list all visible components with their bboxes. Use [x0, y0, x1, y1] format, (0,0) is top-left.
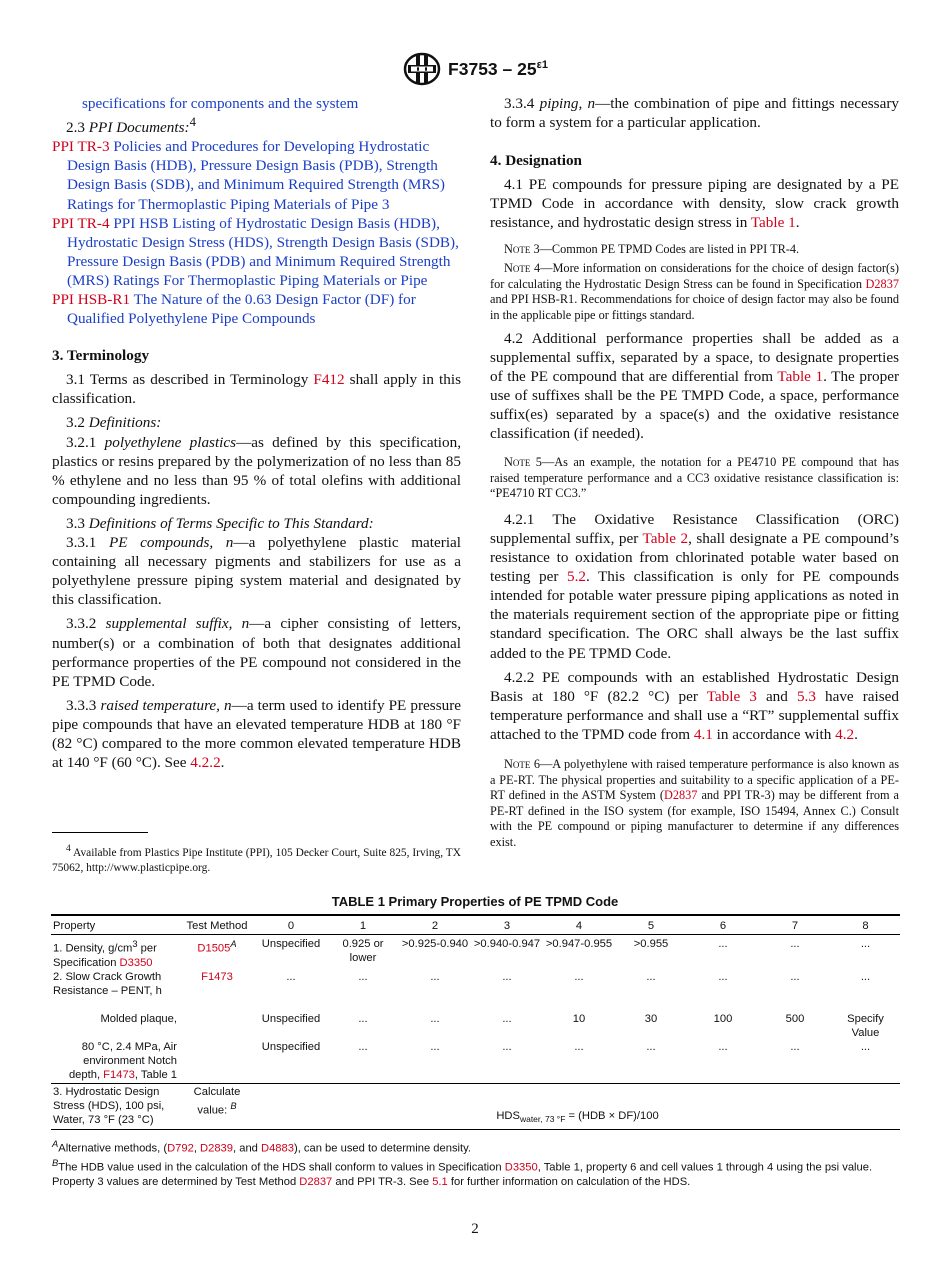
header-cell: 5	[615, 915, 687, 935]
table-cell: ...	[790, 970, 800, 983]
note-6	[490, 757, 899, 851]
table-cell: ...	[790, 938, 800, 950]
standard-designation	[448, 59, 548, 80]
text: .	[854, 725, 858, 743]
link-5-1[interactable]: 5.1	[432, 1176, 448, 1189]
note-4	[490, 261, 899, 323]
table-cell: ...	[358, 1012, 368, 1025]
section-4-2-2	[490, 668, 899, 744]
section-number: 3.3	[66, 514, 85, 532]
footnote-4	[52, 842, 461, 877]
header-cell: 6	[687, 915, 759, 935]
property-cell	[51, 935, 179, 970]
header-cell: Test Method	[179, 915, 255, 935]
method-cell	[179, 935, 255, 970]
note-5	[490, 455, 899, 502]
section-number: 3.3.1	[66, 534, 97, 552]
table-cell: ...	[430, 1040, 440, 1053]
link-4-2[interactable]: 4.2	[835, 725, 855, 743]
note-label: Note 3	[504, 241, 540, 256]
table-row-test-conditions	[51, 1040, 900, 1084]
section-number: 3.2	[66, 414, 85, 432]
footnote-ref: 4	[189, 115, 196, 130]
link-d792[interactable]: D792	[167, 1142, 194, 1155]
section-3-2	[52, 413, 461, 432]
property-subcell: Molded plaque,	[100, 1012, 177, 1025]
link-4-1[interactable]: 4.1	[693, 725, 713, 743]
text: , shall designate a PE compound’s resistance to oxidation from chlorinated potable water based on testing per	[490, 529, 900, 586]
table-1	[51, 914, 900, 1130]
astm-logo-icon	[402, 52, 442, 86]
ref-title-link[interactable]: Policies and Procedures for Developing Hydrostatic Design Basis (HDB), Pressure Design Basis (PDB), Strength Design Basis (SDB), and Minimum Required Strength (MRS) Ratings for Thermoplastic Piping Materials of Pipe 3	[67, 138, 445, 213]
property-cell: 2. Slow Crack Growth Resistance – PENT, h	[53, 970, 162, 997]
section-3-2-1	[52, 433, 461, 509]
link-table-3[interactable]: Table 3	[706, 687, 757, 705]
section-4-1	[490, 175, 899, 232]
section-number: 3.2.1	[66, 433, 97, 451]
table-cell: ...	[718, 1040, 728, 1053]
table-cell: 100	[713, 1012, 733, 1025]
section-3-3-3	[52, 696, 461, 772]
table-cell: 10	[572, 1012, 586, 1025]
header-cell: 8	[831, 915, 900, 935]
method-cell	[179, 998, 255, 1040]
section-number: 3.3.3	[66, 696, 97, 714]
table-cell: Specify Value	[847, 1012, 884, 1039]
section-number: 3.3.2	[66, 615, 97, 633]
link-d3350[interactable]: D3350	[119, 956, 153, 969]
table-cell: >0.940-0.947	[473, 938, 541, 950]
footnote-rule	[52, 832, 148, 833]
link-table-1[interactable]: Table 1	[777, 367, 824, 385]
table-row-scg	[51, 970, 900, 998]
link-f1473[interactable]: F1473	[103, 1068, 135, 1081]
note-text: —A polyethylene with raised temperature performance is also known as a PE-RT. The physical properties and suitability to a specific application of a PE-RT defined in the ASTM System (	[490, 757, 899, 803]
section-3-heading: 3. Terminology	[52, 347, 150, 365]
text: The HDB value used in the calculation of the HDS shall conform to values in Specification	[58, 1161, 505, 1174]
term: PE compounds, n	[109, 534, 234, 552]
header-cell: 0	[255, 915, 327, 935]
text: 4.2 Additional performance properties shall be added as a supplemental suffix, separated by a space, to designate properties of the PE compound that are differential from	[490, 329, 899, 385]
table-cell: 30	[644, 1012, 658, 1025]
text: ,	[193, 1142, 201, 1155]
table-cell: ...	[502, 1012, 512, 1025]
table-cell: Unspecified	[261, 1012, 321, 1025]
link-5-3[interactable]: 5.3	[796, 687, 816, 705]
table-cell: ...	[860, 938, 871, 950]
footnote-mark: 4	[66, 844, 71, 854]
term: supplemental suffix, n	[105, 615, 250, 633]
text: .	[220, 754, 225, 772]
link-f412[interactable]: F412	[313, 371, 345, 389]
note-label: Note 6	[504, 757, 540, 771]
link-d3350[interactable]: D3350	[504, 1161, 538, 1174]
method-cell	[179, 970, 255, 998]
text: , Table 1, property 6 and cell values 1 through 4 using the psi value. Property 3 values are determined by Test Method	[52, 1161, 873, 1189]
table-cell: >0.955	[633, 938, 669, 950]
link-d2837[interactable]: D2837	[663, 788, 698, 803]
term: polyethylene plastics	[104, 433, 237, 451]
table-cell: ...	[860, 970, 871, 983]
note-text: —As an example, the notation for a PE4710 PE compound that has raised temperature performance and a CC3 oxidative resistance classification is: “PE4710 RT CC3.”	[490, 455, 899, 501]
table-cell: ...	[430, 1012, 440, 1025]
link-5-2[interactable]: 5.2	[566, 568, 586, 586]
link-d2839[interactable]: D2839	[200, 1142, 233, 1155]
section-3-3-2	[52, 614, 461, 690]
method-cell	[179, 1040, 255, 1084]
designation-text: F3753 – 25	[448, 58, 537, 79]
text: . The proper use of suffixes shall be the PE TMPD Code, a space, performance suffix(es) separated by a space(s) and the oxidative resistance classification (if needed).	[490, 367, 899, 442]
header-cell: 3	[471, 915, 543, 935]
text: in accordance with	[712, 725, 836, 743]
text: shall apply in this classification.	[52, 371, 461, 408]
text: , Table 1	[134, 1068, 177, 1081]
note-text: and PPI TR-3) may be different from a PE-RT defined in the ISO system (for example, ISO 15494, Annex C.) Consult with the PE compound or piping manufacturer to determine if any differences exist.	[490, 788, 899, 849]
link-table-1[interactable]: Table 1	[750, 214, 796, 232]
table-cell: ...	[358, 1040, 368, 1053]
property-cell: 3. Hydrostatic Design Stress (HDS), 100 psi, Water, 73 °F (23 °C)	[51, 1083, 179, 1129]
table-cell: ...	[430, 970, 440, 983]
table-cell: Unspecified	[261, 1040, 321, 1053]
section-4-2	[490, 329, 899, 444]
text: ), can be used to determine density.	[293, 1142, 471, 1155]
designation-superscript: ε1	[536, 58, 548, 71]
definition: —a polyethylene plastic material containing all necessary pigments and stabilizers for use as a polyethylene pressure piping system material and designated by this classification.	[52, 534, 461, 609]
table-footnote-a	[52, 1137, 900, 1156]
link-d2837[interactable]: D2837	[299, 1176, 333, 1189]
table-cell: ...	[790, 1040, 800, 1053]
section-3-3-4	[490, 94, 899, 132]
definition: —a term used to identify PE pressure pipe compounds that have an elevated temperature HDB at 180 °F (82 °C) compared to the more common elevated temperature HDB at 140 °F (60 °C). See	[52, 696, 462, 772]
table-cell: ...	[718, 938, 728, 950]
table-row-density	[51, 935, 900, 970]
header-cell: Property	[51, 915, 179, 935]
link-f1473[interactable]: F1473	[201, 970, 233, 983]
table-header-row	[51, 915, 900, 935]
text: = (HDB × DF)/100	[565, 1109, 659, 1122]
text: 80 °C, 2.4 MPa, Air environment Notch depth,	[68, 1040, 177, 1081]
note-text: and PPI HSB-R1. Recommendations for choice of design factor may also be found in the applicable pipe or fittings standard.	[490, 292, 899, 322]
footnote-ref: B	[230, 1100, 237, 1111]
table-cell: ...	[502, 970, 512, 983]
header-cell: 7	[759, 915, 831, 935]
section-4-heading: 4. Designation	[490, 152, 582, 170]
right-column	[490, 94, 899, 851]
note-text: —More information on considerations for the choice of design factor(s) for calculating the Hydrostatic Design Stress can be found in Specification	[490, 261, 899, 291]
footnote-mark: B	[52, 1158, 59, 1169]
link-d4883[interactable]: D4883	[261, 1142, 294, 1155]
text: 1. Density, g/cm	[53, 942, 133, 955]
table-cell: ...	[574, 970, 584, 983]
link-d2837[interactable]: D2837	[865, 276, 899, 291]
text: 4.2.2 PE compounds with an established Hydrostatic Design Basis at 180 °F (82.2 °C) per	[490, 668, 899, 705]
hds-formula	[255, 1083, 900, 1129]
property-subcell	[51, 1040, 179, 1084]
definition: —the combination of pipe and fittings necessary to form a system for a particular application.	[490, 95, 899, 132]
table-cell: >0.925-0.940	[401, 938, 469, 950]
table-cell: ...	[718, 970, 728, 983]
section-3-1	[52, 370, 461, 408]
table-cell: ...	[646, 1040, 656, 1053]
note-text: —Common PE TPMD Codes are listed in PPI TR-4.	[539, 241, 800, 256]
section-4-2-1	[490, 510, 899, 663]
table-footnote-b	[52, 1156, 900, 1189]
ref-continuation	[52, 94, 461, 113]
link-d1505[interactable]: D1505	[197, 942, 231, 955]
table-cell: ...	[358, 970, 368, 983]
ref-code-link[interactable]: PPI TR-4	[52, 214, 110, 232]
section-number: 3.3.4	[504, 95, 535, 112]
text: 4.1 PE compounds for pressure piping are designated by a PE TPMD Code in accordance with density, slow crack growth resistance, and hydrostatic design stress in	[490, 176, 899, 232]
text: .	[795, 214, 800, 232]
note-label: Note 4	[504, 261, 541, 276]
table-caption: TABLE 1 Primary Properties of PE TPMD Code	[331, 894, 619, 909]
text: 4.2.1 The Oxidative Resistance Classification (ORC) supplemental suffix, per	[490, 510, 899, 547]
text: per Specification	[53, 942, 157, 969]
method-cell	[179, 1083, 255, 1129]
ref-continuation-text[interactable]: specifications for components and the system	[82, 95, 359, 112]
note-label: Note 5	[504, 455, 542, 470]
table-cell: 500	[785, 1012, 805, 1025]
header-cell: 1	[327, 915, 399, 935]
section-title: Definitions of Terms Specific to This Standard:	[88, 514, 374, 532]
text: Alternative methods, (	[58, 1142, 168, 1155]
text: and PPI TR-3. See	[332, 1176, 433, 1189]
ref-ppi-tr4	[52, 214, 461, 290]
section-3-3-1	[52, 533, 461, 609]
table-row-molded-plaque	[51, 998, 900, 1040]
header-cell: 4	[543, 915, 615, 935]
ref-code-link[interactable]: PPI TR-3	[52, 138, 110, 156]
definition: —a cipher consisting of letters, number(s) or a combination of both that designates additional performance properties of the PE compound not considered in the PE TPMD Code.	[52, 615, 461, 690]
table-cell: ...	[502, 1040, 512, 1053]
table-cell: Unspecified	[261, 938, 321, 950]
table-cell: 0.925 or lower	[342, 938, 384, 964]
section-number: 2.3	[66, 119, 85, 137]
page-header	[0, 52, 950, 86]
table-cell: >0.947-0.955	[545, 938, 613, 950]
footnote-mark: A	[52, 1139, 59, 1149]
section-title: Definitions:	[88, 414, 162, 432]
text: Calculate value:	[193, 1085, 241, 1117]
term: raised temperature, n	[100, 696, 232, 714]
link-table-2[interactable]: Table 2	[642, 529, 689, 547]
text: . This classification is only for PE compounds intended for potable water pressure piping applications as noted in the materials requirement section of the appropriate pipe or fitting standard specification. The ORC shall always be the last suffix added to the PE TPMD Code.	[490, 568, 900, 662]
section-3-3	[52, 514, 461, 533]
table-row-hds	[51, 1083, 900, 1129]
footnote-ref: A	[230, 939, 237, 949]
text: , and	[233, 1142, 261, 1155]
ref-title-link[interactable]: The Nature of the 0.63 Design Factor (DF) for Qualified Polyethylene Pipe Compounds	[67, 291, 416, 328]
table-cell: ...	[646, 970, 656, 983]
table-footnotes	[52, 1137, 900, 1189]
text: 3.1 Terms as described in Terminology	[66, 371, 314, 389]
table-cell: ...	[286, 970, 296, 983]
text: and	[756, 687, 797, 705]
footnote-text: Available from Plastics Pipe Institute (PPI), 105 Decker Court, Suite 825, Irving, TX 75062, http://www.plasticpipe.org.	[52, 846, 461, 875]
ref-ppi-tr3	[52, 137, 461, 213]
text: for further information on calculation of the HDS.	[447, 1176, 691, 1189]
link-4-2-2[interactable]: 4.2.2	[190, 754, 221, 772]
subscript: water, 73 °F	[519, 1113, 566, 1124]
note-3	[490, 242, 899, 258]
header-cell: 2	[399, 915, 471, 935]
section-2-3	[52, 113, 461, 137]
ref-title-link[interactable]: PPI HSB Listing of Hydrostatic Design Basis (HDB), Hydrostatic Design Stress (HDS), Strength Design Basis (SDB), Pressure Design Basis (PDB) and Minimum Required Strength (MRS) Ratings For Thermoplastic Piping Materials or Pipe	[67, 214, 459, 289]
table-cell: ...	[574, 1040, 584, 1053]
text: HDS	[496, 1109, 520, 1122]
table-cell: ...	[860, 1040, 871, 1053]
section-title: PPI Documents:	[88, 119, 190, 137]
ref-ppi-hsb-r1	[52, 290, 461, 328]
left-column	[52, 94, 461, 772]
page-number: 2	[471, 1221, 479, 1237]
term: piping, n	[539, 95, 596, 112]
ref-code-link[interactable]: PPI HSB-R1	[52, 291, 131, 308]
definition: —as defined by this specification, plastics or resins prepared by the polymerization of no less than 85 % ethylene and no less than 95 % of total olefins with additional compounding ingredients.	[52, 433, 462, 508]
superscript: 3	[132, 939, 138, 949]
text: have raised temperature performance and shall use a “RT” supplemental suffix attached to the TPMD code from	[490, 687, 900, 743]
